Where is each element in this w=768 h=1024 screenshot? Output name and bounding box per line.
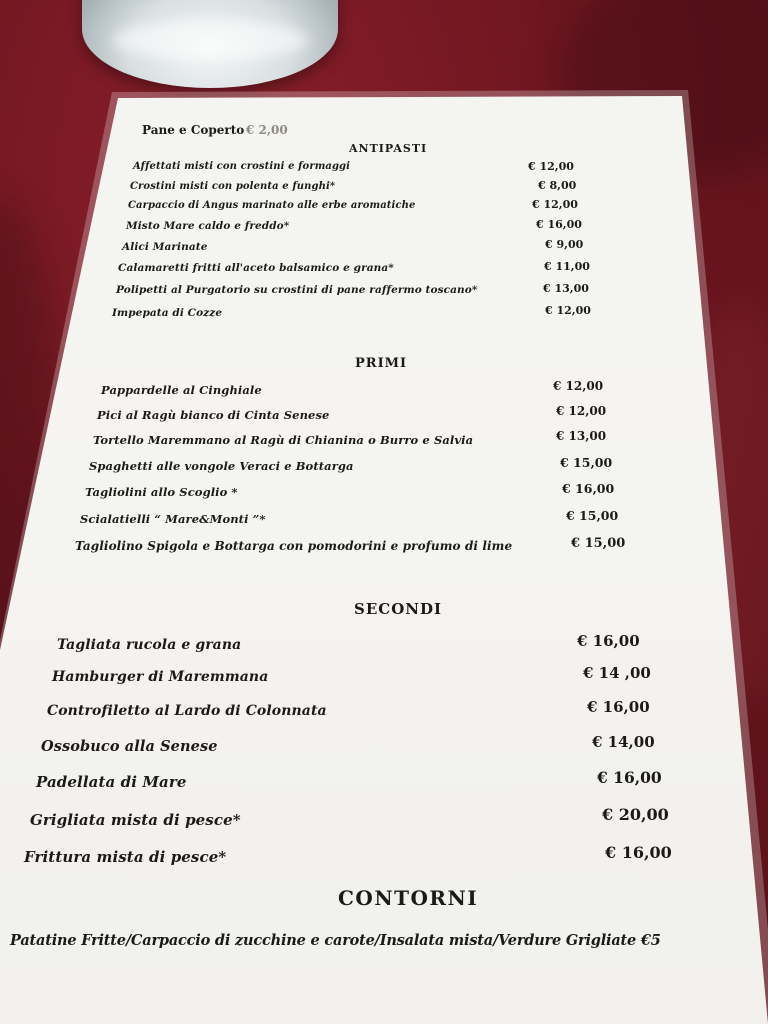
menu-item-name: Misto Mare caldo e freddo* <box>126 220 290 232</box>
section-title-contorni: CONTORNI <box>338 886 479 910</box>
menu-item-name: Affettati misti con crostini e formaggi <box>133 161 351 172</box>
menu-item-price: € 11,00 <box>544 260 590 273</box>
menu-item-price: € 16,00 <box>605 843 672 862</box>
menu-item-name: Scialatielli “ Mare&Monti ”* <box>80 512 266 526</box>
menu-item-name: Controfiletto al Lardo di Colonnata <box>47 703 327 719</box>
cover-label: Pane e Coperto <box>142 123 245 137</box>
menu-item-name: Impepata di Cozze <box>112 307 223 319</box>
menu-item-name: Tagliolini allo Scoglio * <box>85 485 238 499</box>
menu-item-price: € 15,00 <box>560 455 613 470</box>
menu-item-name: Pici al Ragù bianco di Cinta Senese <box>97 408 330 422</box>
menu-item-name: Polipetti al Purgatorio su crostini di pane raffermo toscano* <box>116 284 478 296</box>
section-title-antipasti: ANTIPASTI <box>349 142 428 155</box>
menu-item-price: € 13,00 <box>556 429 607 443</box>
menu-item-price: € 15,00 <box>571 536 626 551</box>
menu-item-name: Crostini misti con polenta e funghi* <box>130 181 336 192</box>
menu-item-name: Ossobuco alla Senese <box>41 738 218 755</box>
menu-item-price: € 16,00 <box>597 768 662 787</box>
menu-item-price: € 20,00 <box>602 805 669 824</box>
menu-item-price: € 8,00 <box>538 179 577 192</box>
contorni-line: Patatine Fritte/Carpaccio di zucchine e carote/Insalata mista/Verdure Grigliate €5 <box>10 932 661 949</box>
section-title-primi: PRIMI <box>355 356 408 371</box>
cover-price: € 2,00 <box>246 123 288 137</box>
menu-item-name: Spaghetti alle vongole Veraci e Bottarga <box>89 459 354 473</box>
water-glass <box>82 0 338 88</box>
section-title-secondi: SECONDI <box>354 600 443 618</box>
menu-item-name: Calamaretti fritti all'aceto balsamico e grana* <box>118 262 394 274</box>
menu-item-price: € 16,00 <box>562 481 615 496</box>
menu-item-name: Hamburger di Maremmana <box>52 669 269 685</box>
menu-item-price: € 12,00 <box>545 304 591 317</box>
menu-item-name: Tagliata rucola e grana <box>57 637 242 653</box>
menu-item-price: € 12,00 <box>532 198 578 211</box>
menu-item-price: € 12,00 <box>556 404 607 418</box>
menu-item-price: € 12,00 <box>528 160 574 173</box>
menu-item-price: € 16,00 <box>587 698 650 716</box>
menu-item-name: Carpaccio di Angus marinato alle erbe aromatiche <box>128 200 416 211</box>
menu-item-price: € 14,00 <box>592 733 655 751</box>
menu-item-name: Tortello Maremmano al Ragù di Chianina o Burro e Salvia <box>93 433 474 447</box>
menu-item-price: € 16,00 <box>577 632 640 650</box>
menu-item-price: € 15,00 <box>566 508 619 523</box>
menu-item-name: Frittura mista di pesce* <box>24 848 227 866</box>
menu-item-price: € 14 ,00 <box>583 664 651 682</box>
menu-item-name: Grigliata mista di pesce* <box>30 811 241 829</box>
menu-item-name: Tagliolino Spigola e Bottarga con pomodorini e profumo di lime <box>75 539 513 553</box>
menu-item-name: Pappardelle al Cinghiale <box>101 383 262 397</box>
menu-item-name: Alici Marinate <box>122 241 208 253</box>
menu-item-price: € 12,00 <box>553 379 604 393</box>
menu-item-price: € 13,00 <box>543 282 589 295</box>
menu-item-price: € 9,00 <box>545 238 584 251</box>
menu-item-name: Padellata di Mare <box>36 773 187 791</box>
menu-item-price: € 16,00 <box>536 218 582 231</box>
